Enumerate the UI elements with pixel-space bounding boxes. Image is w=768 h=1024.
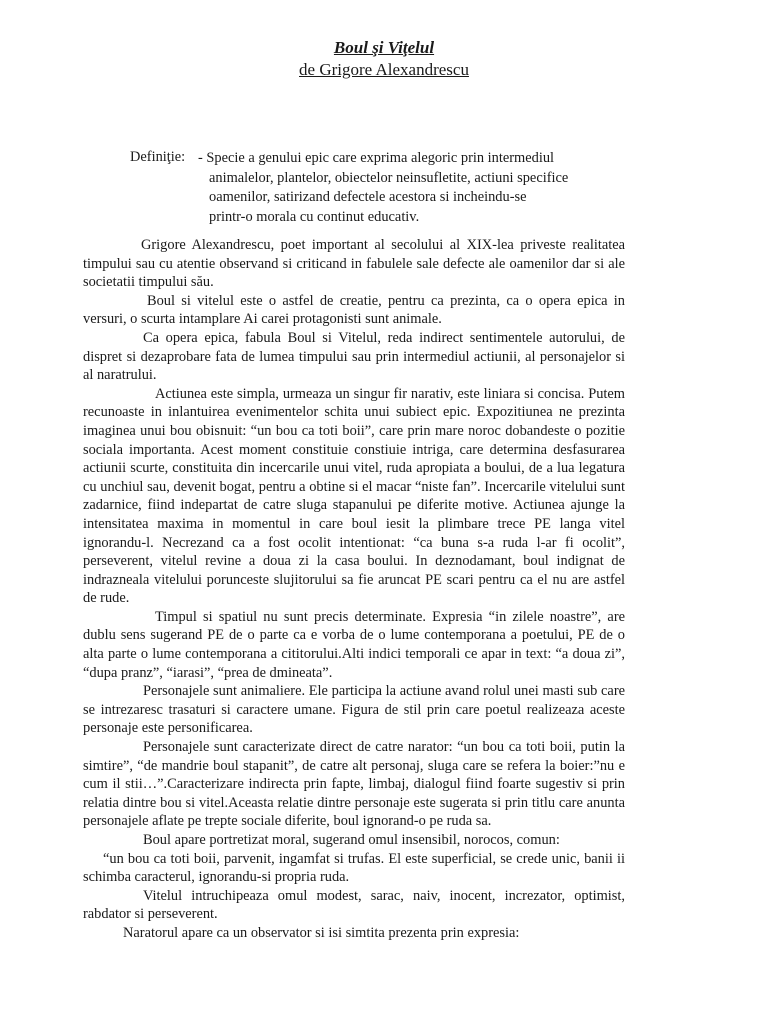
paragraph: Grigore Alexandrescu, poet important al secolului al XIX-lea priveste realitatea timpului sau cu atentie observand si criticand in fabulele sale defecte ale oamenilor dar si ale societatii timpului său.: [83, 237, 625, 291]
definition-line: printr-o morala cu continut educativ.: [209, 208, 420, 225]
definition-text: [198, 149, 598, 227]
paragraph: Personajele sunt animaliere. Ele participa la actiune avand rolul unei masti sub care se intrezaresc trasaturi si caractere umane. Figura de stil prin care poetul realizeaza aceste personaje este personificarea.: [83, 683, 625, 737]
paragraph: “un bou ca toti boii, parvenit, ingamfat si trufas. El este superficial, se crede unic, banii ii schimba caracterul, ignorandu-si propria ruda.: [83, 850, 625, 886]
definition-line: - Specie a genului epic care exprima alegoric prin intermediul: [198, 150, 555, 166]
paragraph: Vitelul intruchipeaza omul modest, sarac, naiv, inocent, increzator, optimist, rabdator si perseverent.: [83, 887, 625, 923]
paragraph: Ca opera epica, fabula Boul si Vitelul, reda indirect sentimentele autorului, de dispret si dezaprobare fata de lumea timpului sau prin intermediul actiunii, al personajelor si al naratrului.: [83, 329, 625, 384]
body-text: [83, 236, 625, 943]
paragraph: Personajele sunt caracterizate direct de catre narator: “un bou ca toti boii, putin la simtire”, “de mandrie boul stapanit”, de catre alt personaj, sluga care se refera la boier:”nu e cum il stii…”.Caracterizare indirecta prin fapte, limbaj, dialogul fiind foarte sugestiv si prin relatia dintre bou si vitel.Aceasta relatie dintre personaje este sugerata si prin titlu care anunta personajele aflate pe trepte sociale diferite, boul ignorand-o pe ruda sa.: [83, 739, 625, 830]
document-title: Boul şi Viţelul: [333, 38, 435, 57]
paragraph: Timpul si spatiul nu sunt precis determinate. Expresia “in zilele noastre”, are dublu sens sugerand PE de o parte ca e vorba de o lume contemporana a poetului, PE de o alta parte o lume contemporana a cititorului.Alti indici temporali ce apar in text: “a doua zi”, “dupa pranz”, “iarasi”, “prea de dmineata”.: [83, 608, 625, 681]
paragraph: Boul si vitelul este o astfel de creatie, pentru ca prezinta, ca o opera epica in versuri, o scurta intamplare Ai carei protagonisti sunt animale.: [83, 292, 625, 328]
paragraph: Naratorul apare ca un observator si isi simtita prezenta prin expresia:: [123, 924, 520, 941]
paragraph: Actiunea este simpla, urmeaza un singur fir narativ, este liniara si concisa. Putem recunoaste in inlantuirea evenimentelor schita unui subiect epic. Expozitiunea ne prezinta imaginea unui bou obisnuit: “un bou ca toti boii”, care prin mare noroc dobandeste o pozitie sociala importanta. Acest moment constituie constiuie intriga, care determina desfasurarea actiunii scurte, constituita din incercarile unui vitel, ruda apropiata a boului, de a lua legatura cu unchiul sau, devenit bogat, pentru a obtine si el macar “niste fan”. Incercarile vitelului sunt zadarnice, fiind indepartat de catre sluga stapanului pe diferite motive. Actiunea ajunge la intensitatea maxima in momentul in care boul iesit la plimbare trece PE langa vitel ignorandu-l. Necrezand ca a fost ocolit intentionat: “ca buna s-a ruda l-ar fi ocolit”, perseverent, vitelul revine a doua zi la casa boului. In deznodamant, boul indignat de indrazneala vitelului porunceste slujitorului sa fie aruncat PE scari pentru ca el nu are astfel de rude.: [83, 385, 625, 607]
definition-line: oamenilor, satirizand defectele acestora si incheindu-se: [209, 189, 527, 205]
paragraph: Boul apare portretizat moral, sugerand omul insensibil, norocos, comun:: [143, 832, 560, 848]
definition-line: animalelor, plantelor, obiectelor neinsufletite, actiuni specifice: [209, 169, 569, 186]
document-author: de Grigore Alexandrescu: [299, 60, 469, 79]
definition-label: Definiţie:: [130, 149, 186, 165]
